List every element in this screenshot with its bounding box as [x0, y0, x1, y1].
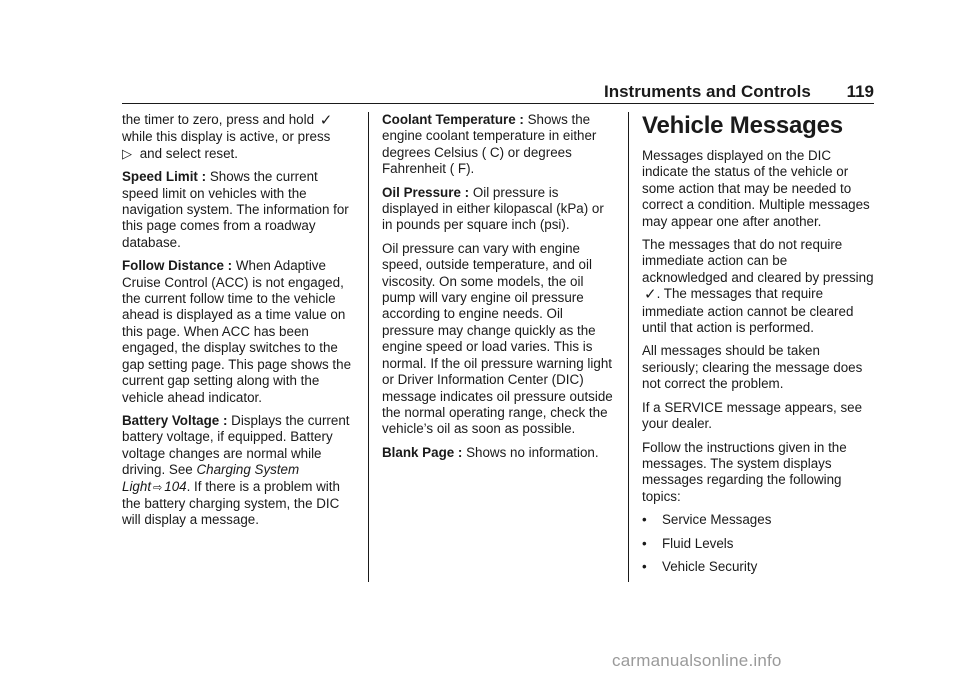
- messages-intro-paragraph: Messages displayed on the DIC indicate the status of the vehicle or some action that may be needed to correct a condition. Multiple messages may appear one after another.: [642, 148, 870, 229]
- column-divider-2: [628, 112, 629, 582]
- column-2: [382, 112, 614, 468]
- message-topics-list: [642, 512, 874, 575]
- oil-pressure-term: Oil Pressure :: [382, 184, 470, 200]
- page-number: 119: [846, 82, 874, 101]
- page-reference-number[interactable]: 104: [164, 478, 187, 494]
- play-icon: ▷: [122, 145, 132, 161]
- page-header-title: Instruments and Controls: [604, 82, 811, 101]
- messages-topics-paragraph: Follow the instructions given in the messages. The system displays messages regarding the following topics:: [642, 439, 847, 504]
- column-3: [642, 112, 874, 582]
- check-icon: ✓: [644, 286, 657, 304]
- timer-reset-paragraph: the timer to zero, press and hold ✓ while this display is active, or press ▷ and select reset.: [122, 112, 333, 161]
- service-message-paragraph: If a SERVICE message appears, see your dealer.: [642, 399, 863, 432]
- watermark: carmanualsonline.info: [612, 651, 782, 670]
- battery-voltage-paragraph: Battery Voltage : Displays the current battery voltage, if equipped. Battery voltage changes are normal while driving. See Charging System Light ⇨ 104. If there is a problem with the battery charging system, the DIC will display a message.: [122, 412, 350, 528]
- blank-page-paragraph: Blank Page : Shows no information.: [382, 444, 599, 460]
- check-icon: ✓: [319, 112, 333, 129]
- list-item: • Fluid Levels: [642, 535, 734, 551]
- header-rule: [122, 103, 874, 104]
- oil-pressure-detail-paragraph: Oil pressure can vary with engine speed, outside temperature, and oil viscosity. On some models, the oil pump will vary engine oil pressure according to engine needs. Oil pressure may change quickly as the engine speed or load varies. This is normal. If the oil pressure warning light or Driver Information Center (DIC) message indicates oil pressure outside the normal operating range, check the vehicle’s oil as soon as possible.: [382, 240, 613, 437]
- coolant-temperature-term: Coolant Temperature :: [382, 112, 524, 127]
- messages-serious-paragraph: All messages should be taken seriously; clearing the message does not correct the problem.: [642, 343, 863, 392]
- blank-page-term: Blank Page :: [382, 444, 463, 460]
- charging-system-light-link[interactable]: Charging System Light: [122, 462, 300, 494]
- column-1: [122, 112, 354, 536]
- coolant-temperature-paragraph: Coolant Temperature : Shows the engine coolant temperature in either degrees Celsius ( C) or degrees Fahrenheit ( F).: [382, 112, 597, 177]
- bullet-icon: •: [642, 535, 647, 551]
- follow-distance-paragraph: Follow Distance : When Adaptive Cruise Control (ACC) is not engaged, the current follow time to the vehicle ahead is displayed as a time value on this page. When ACC has been engaged, the display switches to the gap setting page. This page shows the current gap setting along with the vehicle ahead indicator.: [122, 258, 352, 405]
- page-reference-arrow-icon: ⇨: [153, 481, 163, 494]
- bullet-icon: •: [642, 512, 647, 528]
- speed-limit-term: Speed Limit :: [122, 169, 207, 185]
- oil-pressure-paragraph: Oil Pressure : Oil pressure is displayed in either kilopascal (kPa) or in pounds per square inch (psi).: [382, 184, 604, 233]
- page-header: [604, 82, 874, 102]
- messages-clear-paragraph: The messages that do not require immediate action can be acknowledged and cleared by pressing ✓. The messages that require immediate action cannot be cleared until that action is performed.: [642, 237, 874, 336]
- column-divider-1: [368, 112, 369, 582]
- vehicle-messages-heading: Vehicle Messages: [642, 112, 843, 139]
- list-item: • Service Messages: [642, 512, 772, 528]
- speed-limit-paragraph: Speed Limit : Shows the current speed limit on vehicles with the navigation system. The information for this page comes from a roadway database.: [122, 169, 349, 250]
- list-item: • Vehicle Security: [642, 558, 758, 574]
- bullet-icon: •: [642, 558, 647, 574]
- battery-voltage-term: Battery Voltage :: [122, 412, 228, 428]
- follow-distance-term: Follow Distance :: [122, 258, 233, 274]
